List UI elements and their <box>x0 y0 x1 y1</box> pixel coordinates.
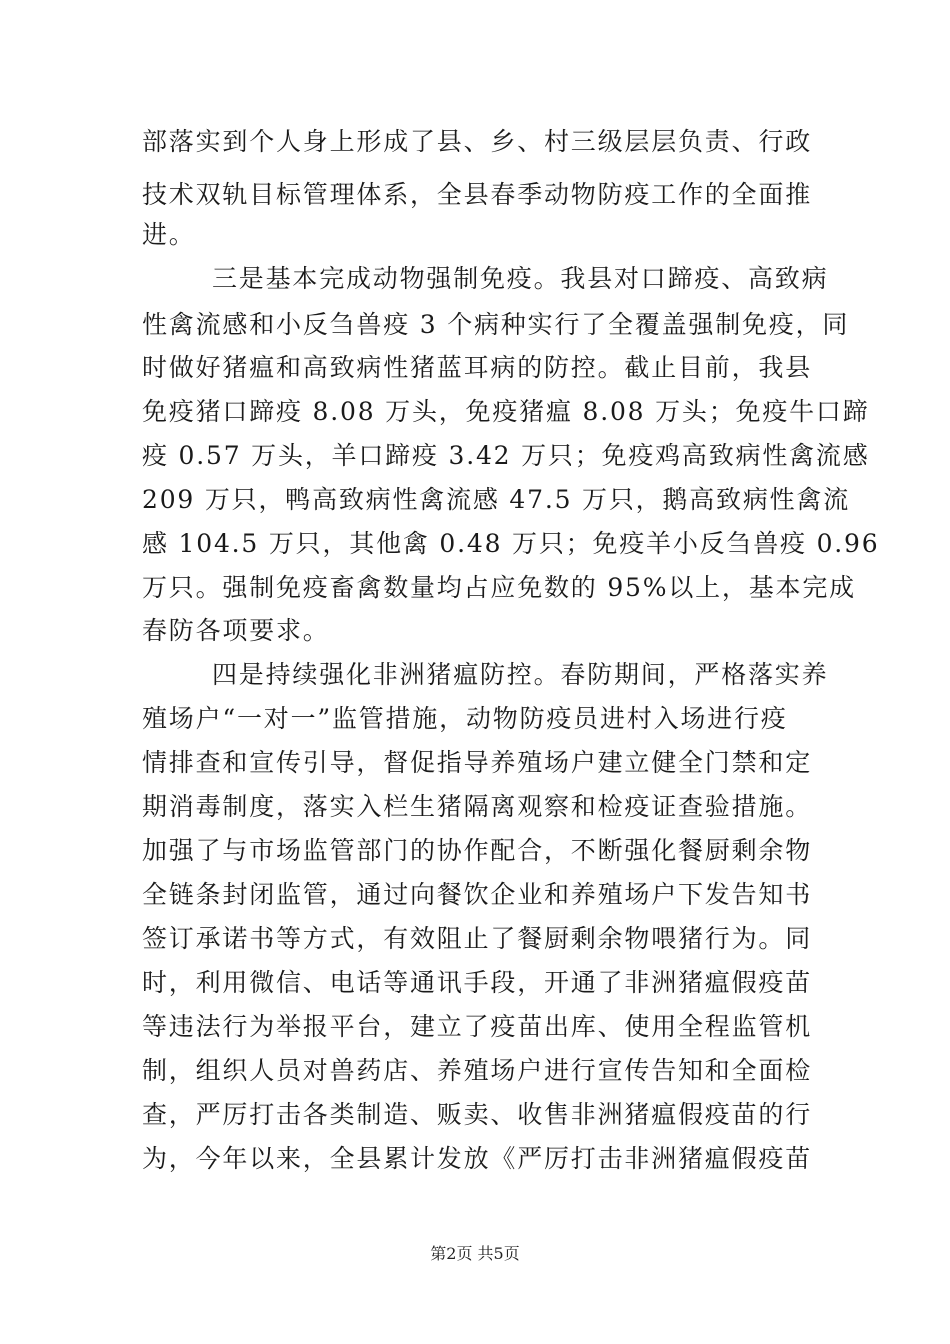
text-line: 疫 0.57 万头，羊口蹄疫 3.42 万只；免疫鸡高致病性禽流感 <box>142 441 870 470</box>
text-line: 时，利用微信、电话等通讯手段，开通了非洲猪瘟假疫苗 <box>142 968 813 997</box>
text-line: 时做好猪瘟和高致病性猪蓝耳病的防控。截止目前，我县 <box>142 353 813 382</box>
page-number-footer: 第2页 共5页 <box>430 1244 520 1263</box>
text-line: 加强了与市场监管部门的协作配合，不断强化餐厨剩余物 <box>142 836 813 865</box>
text-line: 感 104.5 万只，其他禽 0.48 万只；免疫羊小反刍兽疫 0.96 <box>142 529 880 558</box>
text-line: 全链条封闭监管，通过向餐饮企业和养殖场户下发告知书 <box>142 880 813 909</box>
text-line: 技术双轨目标管理体系，全县春季动物防疫工作的全面推 <box>142 180 813 209</box>
text-line: 性禽流感和小反刍兽疫 3 个病种实行了全覆盖强制免疫，同 <box>142 310 850 339</box>
text-line: 209 万只，鸭高致病性禽流感 47.5 万只，鹅高致病性禽流 <box>142 485 851 514</box>
text-line: 为，今年以来，全县累计发放《严厉打击非洲猪瘟假疫苗 <box>142 1144 813 1173</box>
paragraph-start-line: 三是基本完成动物强制免疫。我县对口蹄疫、高致病 <box>212 264 829 293</box>
text-line: 制，组织人员对兽药店、养殖场户进行宣传告知和全面检 <box>142 1056 813 1085</box>
text-line: 殖场户“一对一”监管措施，动物防疫员进村入场进行疫 <box>142 704 788 733</box>
text-line: 部落实到个人身上形成了县、乡、村三级层层负责、行政 <box>142 127 813 156</box>
text-line: 进。 <box>142 220 196 249</box>
text-line: 签订承诺书等方式，有效阻止了餐厨剩余物喂猪行为。同 <box>142 924 813 953</box>
text-line: 万只。强制免疫畜禽数量均占应免数的 95%以上，基本完成 <box>142 573 856 602</box>
text-line: 查，严厉打击各类制造、贩卖、收售非洲猪瘟假疫苗的行 <box>142 1100 813 1129</box>
paragraph-start-line: 四是持续强化非洲猪瘟防控。春防期间，严格落实养 <box>212 660 829 689</box>
text-line: 等违法行为举报平台，建立了疫苗出库、使用全程监管机 <box>142 1012 813 1041</box>
text-line: 春防各项要求。 <box>142 616 330 645</box>
text-line: 免疫猪口蹄疫 8.08 万头，免疫猪瘟 8.08 万头；免疫牛口蹄 <box>142 397 870 426</box>
text-line: 期消毒制度，落实入栏生猪隔离观察和检疫证查验措施。 <box>142 792 813 821</box>
text-line: 情排查和宣传引导，督促指导养殖场户建立健全门禁和定 <box>142 748 813 777</box>
